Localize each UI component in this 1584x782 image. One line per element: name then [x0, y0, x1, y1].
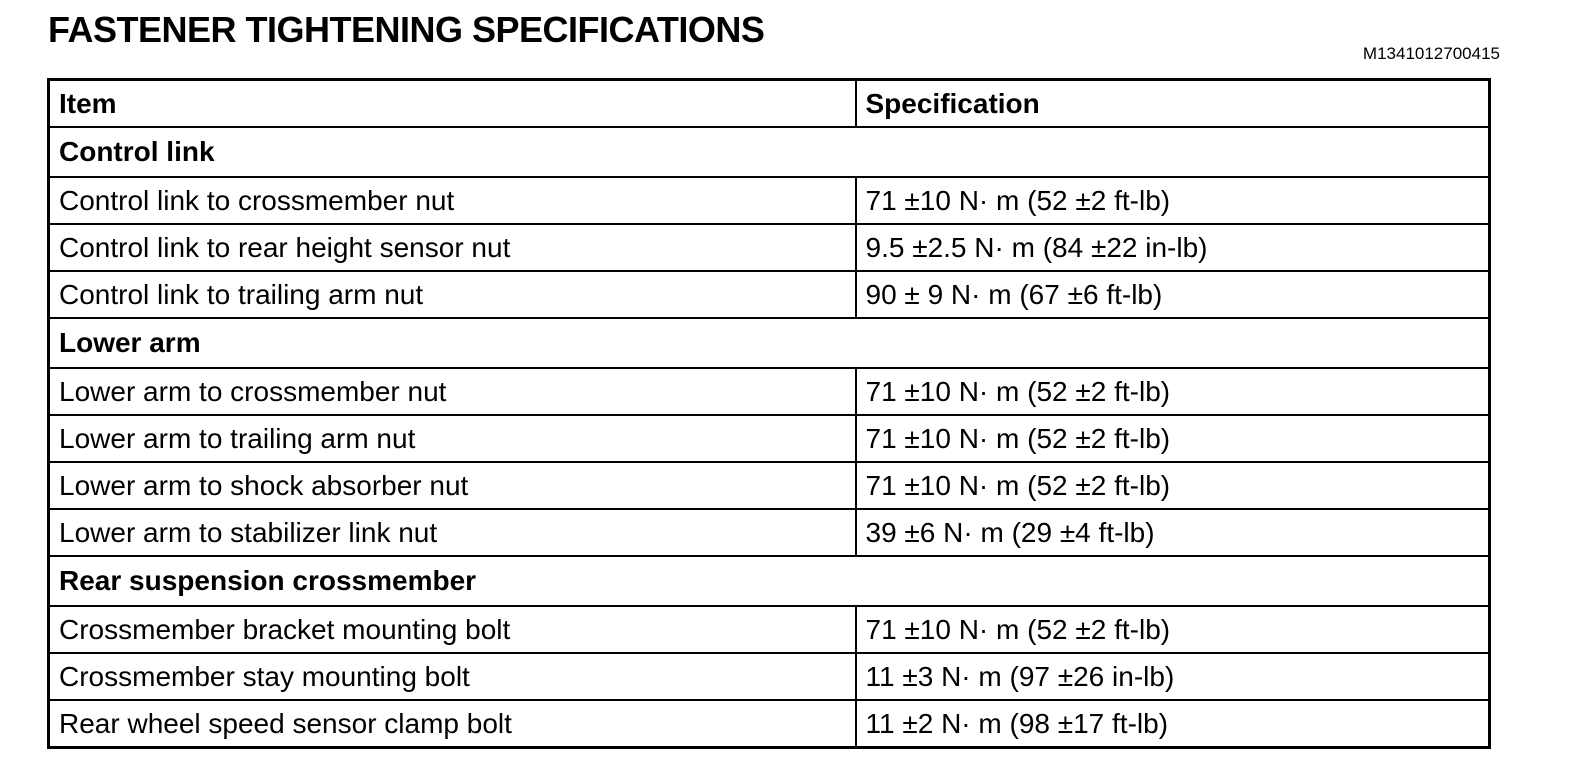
spec-cell: 39 ±6 N· m (29 ±4 ft-lb)	[856, 509, 1490, 556]
page-title: FASTENER TIGHTENING SPECIFICATIONS	[48, 9, 765, 50]
table-header-row	[49, 80, 1490, 128]
table-row	[49, 509, 1490, 556]
item-cell: Crossmember stay mounting bolt	[49, 653, 856, 700]
table-row	[49, 271, 1490, 318]
spec-table	[47, 78, 1491, 749]
table-row	[49, 415, 1490, 462]
section-title: Control link	[49, 127, 1490, 177]
spec-cell: 71 ±10 N· m (52 ±2 ft-lb)	[856, 368, 1490, 415]
table-row	[49, 462, 1490, 509]
spec-cell: 71 ±10 N· m (52 ±2 ft-lb)	[856, 415, 1490, 462]
spec-cell: 71 ±10 N· m (52 ±2 ft-lb)	[856, 606, 1490, 653]
item-cell: Control link to trailing arm nut	[49, 271, 856, 318]
item-cell: Rear wheel speed sensor clamp bolt	[49, 700, 856, 748]
spec-cell: 90 ± 9 N· m (67 ±6 ft-lb)	[856, 271, 1490, 318]
item-cell: Lower arm to crossmember nut	[49, 368, 856, 415]
table-row	[49, 700, 1490, 748]
section-row	[49, 127, 1490, 177]
table-row	[49, 606, 1490, 653]
item-cell: Control link to rear height sensor nut	[49, 224, 856, 271]
column-header-item: Item	[49, 80, 856, 128]
section-row	[49, 318, 1490, 368]
document-id: M1341012700415	[1362, 44, 1500, 63]
table-row	[49, 224, 1490, 271]
column-header-specification: Specification	[856, 80, 1490, 128]
spec-cell: 11 ±2 N· m (98 ±17 ft-lb)	[856, 700, 1490, 748]
section-row	[49, 556, 1490, 606]
section-title: Lower arm	[49, 318, 1490, 368]
item-cell: Lower arm to trailing arm nut	[49, 415, 856, 462]
spec-cell: 71 ±10 N· m (52 ±2 ft-lb)	[856, 177, 1490, 224]
table-row	[49, 177, 1490, 224]
item-cell: Crossmember bracket mounting bolt	[49, 606, 856, 653]
item-cell: Lower arm to shock absorber nut	[49, 462, 856, 509]
spec-cell: 71 ±10 N· m (52 ±2 ft-lb)	[856, 462, 1490, 509]
spec-cell: 11 ±3 N· m (97 ±26 in-lb)	[856, 653, 1490, 700]
item-cell: Lower arm to stabilizer link nut	[49, 509, 856, 556]
item-cell: Control link to crossmember nut	[49, 177, 856, 224]
table-row	[49, 653, 1490, 700]
table-row	[49, 368, 1490, 415]
spec-cell: 9.5 ±2.5 N· m (84 ±22 in-lb)	[856, 224, 1490, 271]
section-title: Rear suspension crossmember	[49, 556, 1490, 606]
